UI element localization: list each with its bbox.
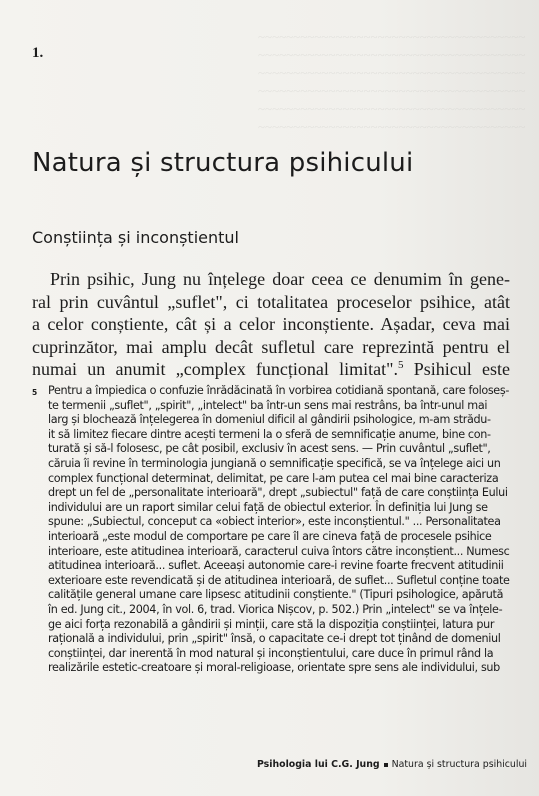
- show-through-text: ~~~~~~~~~~~~~~~~~~~~~~~~~~~~~~~~~~~~~~ ~~~~~~~~~~~~~~~~~~~~~~~~~~~~~~~~~~~~~~ ~~~~~~~~~~~~~~~~~~~~~~~~~~~~~~~~~~~~~~ ~~~~~~~~~~~~~~~~~~~~~~~~~~~~~~~~~~~~~~ ~~~~~~~~~~~~~~~~~~~~~~~~~~~~~~~~~~~~~~ ~~~~~~~~~~~~~~~~~~~~~~~~~~~~~~~~~~~~~~: [258, 29, 526, 134]
- footnote-line: turată și să-l folosesc, pe cât posibil, exclusiv în acest sens. — Prin cuvântul „suflet",: [48, 442, 491, 456]
- footnote-line: spune: „Subiectul, conceput ca «obiect interior», este inconștientul." ... Personalitatea: [48, 515, 501, 529]
- body-line: a celor conștiente, cât și a celor inconștiente. Așadar, ceva mai: [32, 314, 510, 334]
- footnote-line: Pentru a împiedica o confuzie înrădăcinată în vorbirea cotidiană spontană, care foloseș-: [48, 384, 510, 397]
- footnote-line: atitudinea interioară... suflet. Aceeași autonomie care-i revine foarte frecvent atitudinii: [48, 559, 504, 573]
- footer-separator: [384, 763, 388, 767]
- chapter-title: Natura și structura psihicului: [32, 148, 414, 178]
- footnote: [32, 384, 510, 676]
- chapter-number: 1.: [32, 45, 44, 61]
- section-title: Conștiința și inconștientul: [32, 228, 239, 247]
- body-line: cuprinzător, mai amplu decât sufletul care reprezintă pentru el: [32, 336, 510, 357]
- footnote-line: calitățile general umane care lipsesc atitudinii conștiente." (Tipuri psihologice, apărută: [48, 588, 504, 602]
- body-line-text: Psihicul este: [403, 359, 510, 379]
- body-line-last: [32, 358, 510, 381]
- footnote-line: interioare, este atitudinea interioară, caracterul cuiva întors către inconștient... Numesc: [48, 544, 510, 558]
- body-paragraph: [32, 268, 510, 381]
- footnote-line: căruia îi revine în terminologia jungiană o semnificație specifică, se va înțelege aici un: [48, 456, 501, 470]
- footnote-line: în ed. Jung cit., 2004, în vol. 6, trad. Viorica Nișcov, p. 502.) Prin „intelect" se va înțele-: [48, 602, 503, 616]
- body-line: Prin psihic, Jung nu înțelege doar ceea ce denumim în gene-: [50, 269, 510, 289]
- footnote-line: te termenii „suflet", „spirit", „intelect" ba într-un sens mai restrâns, ba într-unul mai: [48, 398, 488, 412]
- footnote-line: realizările estetic-creatoare și moral-religioase, orientate spre sens ale individului, sub: [48, 661, 500, 675]
- footer-book-title: Psihologia lui C.G. Jung: [256, 759, 380, 770]
- body-line-text: numai un anumit „complex funcțional limitat".: [32, 359, 398, 379]
- body-line: ral prin cuvântul „suflet", ci totalitatea proceselor psihice, atât: [32, 291, 510, 312]
- footnote-reference[interactable]: 5: [398, 359, 404, 371]
- footnote-line: conștiinței, dar inerentă în mod natural și inconștientului, care duce în primul rând la: [48, 646, 494, 660]
- running-footer: [257, 759, 527, 770]
- footer-chapter-title: Natura și structura psihicului: [391, 759, 527, 770]
- footnote-line: larg și blochează înțelegerea în domeniul dificil al gândirii psihologice, m-am strădu-: [48, 413, 491, 427]
- footnote-line: drept un fel de „personalitate interioară", drept „subiectul" față de care conștiința Eului: [48, 486, 508, 500]
- footnote-line: complex funcțional determinat, delimitat, pe care l-am putea cel mai bine caracteriza: [48, 471, 499, 485]
- footnote-line: it să limitez fiecare dintre acești termeni la o sferă de semnificație anume, bine con-: [48, 427, 491, 441]
- footnote-line: exterioare este revendicată și de atitudinea interioară, de suflet... Sufletul conține toate: [48, 573, 510, 587]
- footnote-line: rațională a individului, prin „spirit" însă, o capacitate ce-i drept tot ținând de domeniul: [48, 632, 501, 646]
- footnote-line: interioară „este modul de comportare pe care îl are cineva față de procesele psihice: [48, 529, 492, 543]
- footnote-text: [48, 384, 510, 676]
- footnote-marker: 5: [32, 388, 38, 397]
- footnote-line: ge aici forța rezonabilă a gândirii și minții, care stă la dispoziția conștiinței, latura pur: [48, 617, 495, 631]
- footnote-line: individului are un raport similar celui față de obiectul exterior. În definiția lui Jung se: [48, 500, 488, 514]
